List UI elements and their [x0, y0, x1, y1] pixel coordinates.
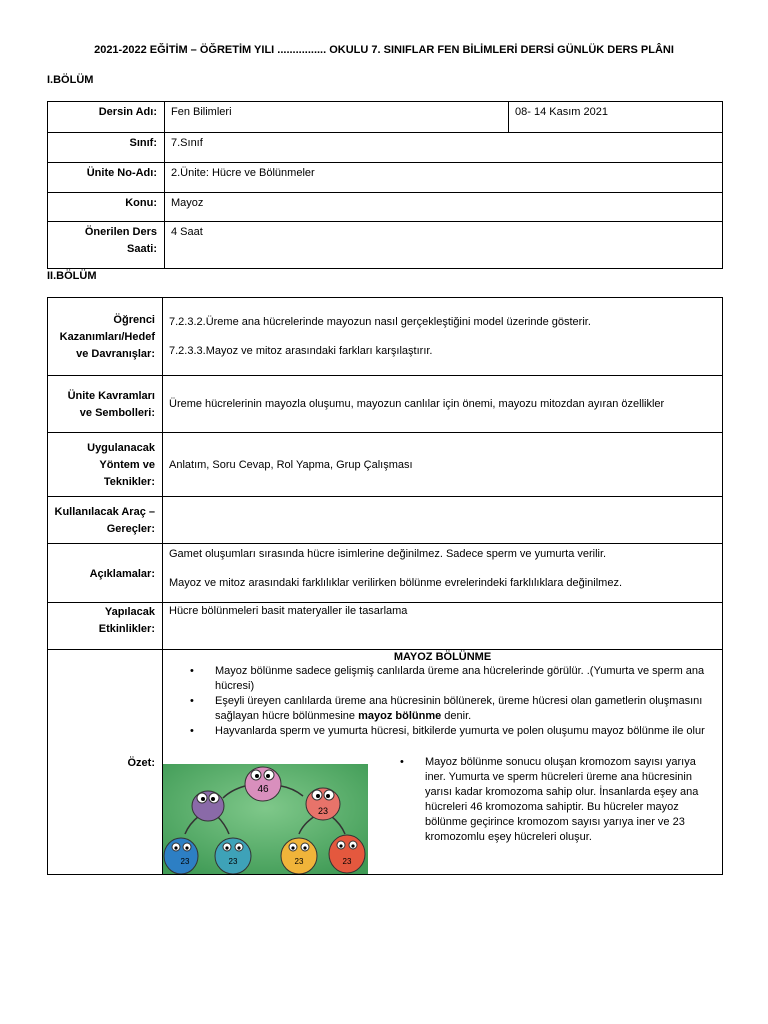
notes-label: Açıklamalar:: [48, 544, 163, 603]
section-2-heading: II.BÖLÜM: [47, 270, 97, 282]
duration-label: Önerilen Ders Saati:: [48, 222, 165, 269]
gamete-cell-icon: [281, 838, 317, 874]
summary-bullet-1: • Mayoz bölünme sadece gelişmiş canlılarda üreme ana hücrelerinde görülür. .(Yumurta ve sperm ana hücresi): [215, 664, 710, 694]
info-table: [47, 101, 723, 269]
cell-chromosome-count: 23: [317, 806, 329, 816]
activities-label: Yapılacak Etkinlikler:: [48, 603, 163, 650]
meiosis-illustration: [163, 764, 368, 874]
topic-label: Konu:: [48, 193, 165, 222]
cell-chromosome-count: 23: [294, 857, 304, 866]
objectives-label: Öğrenci Kazanımları/Hedef ve Davranışlar:: [48, 298, 163, 376]
course-name-label: Dersin Adı:: [48, 102, 165, 133]
document-title: 2021-2022 EĞİTİM – ÖĞRETİM YILI ................ OKULU 7. SINIFLAR FEN BİLİMLERİ DERSİ GÜNLÜK DERS PLÂNI: [94, 44, 674, 56]
objective-2: 7.2.3.3.Mayoz ve mitoz arasındaki farkları karşılaştırır.: [169, 345, 433, 357]
duration-value: 4 Saat: [165, 222, 723, 269]
daughter-cell-icon: [192, 791, 224, 821]
class-label: Sınıf:: [48, 133, 165, 163]
activities-value: Hücre bölünmeleri basit materyaller ile tasarlama: [163, 603, 723, 650]
class-value: 7.Sınıf: [165, 133, 723, 163]
objectives-value: [163, 298, 723, 376]
section-1-heading: I.BÖLÜM: [47, 74, 94, 86]
cell-chromosome-count: 23: [228, 857, 238, 866]
note-1: Gamet oluşumları sırasında hücre isimlerine değinilmez. Sadece sperm ve yumurta verilir.: [169, 548, 607, 560]
gamete-cell-icon: [329, 835, 365, 873]
materials-value: [163, 497, 723, 544]
summary-label: Özet:: [48, 650, 163, 875]
note-2: Mayoz ve mitoz arasındaki farklılıklar verilirken bölünme evrelerindeki farklılıklara değinilmez.: [169, 577, 623, 589]
methods-value: Anlatım, Soru Cevap, Rol Yapma, Grup Çalışması: [163, 433, 723, 497]
parent-chromosome-count: 46: [257, 784, 269, 795]
unit-label: Ünite No-Adı:: [48, 163, 165, 193]
date-value: 08- 14 Kasım 2021: [509, 102, 723, 133]
topic-value: Mayoz: [165, 193, 723, 222]
gamete-cell-icon: [164, 838, 198, 874]
materials-label: Kullanılacak Araç – Gereçler:: [48, 497, 163, 544]
daughter-cell-icon: [306, 788, 340, 820]
meiosis-term: mayoz bölünme: [358, 710, 442, 722]
cell-chromosome-count: 23: [180, 857, 190, 866]
notes-value: [163, 544, 723, 603]
course-name-value: Fen Bilimleri: [165, 102, 509, 133]
summary-cell: [163, 650, 723, 875]
summary-bullet-2: • Eşeyli üreyen canlılarda üreme ana hücresinin bölünerek, üreme hücresi olan gametlerin oluşmasını sağlayan hücre bölünmesine mayoz bölünme denir.: [215, 694, 710, 724]
summary-bullet-4: • Mayoz bölünme sonucu oluşan kromozom sayısı yarıya iner. Yumurta ve sperm hücreleri üreme ana hücresinin yarısı kadar kromozoma sahip olur. İnsanlarda eşey ana hücreleri 46 kromozoma sahiptir. Bu hücreler mayoz bölünme geçirince kromozom sayısı yarıya iner ve 23 kromozomlu eşey hücreleri oluşur.: [425, 755, 715, 845]
gamete-cell-icon: [215, 838, 251, 874]
summary-title: MAYOZ BÖLÜNME: [393, 651, 492, 663]
summary-bullet-3: • Hayvanlarda sperm ve yumurta hücresi, bitkilerde yumurta ve polen oluşumu mayoz bölünme ile olur: [215, 724, 710, 739]
objective-1: 7.2.3.2.Üreme ana hücrelerinde mayozun nasıl gerçekleştiğini model üzerinde gösterir.: [169, 316, 591, 328]
summary-list: [163, 664, 710, 739]
cell-chromosome-count: 23: [342, 857, 352, 866]
parent-cell-icon: [245, 767, 281, 801]
concepts-value: Üreme hücrelerinin mayozla oluşumu, mayozun canlılar için önemi, mayozu mitozdan ayıran özellikler: [163, 376, 723, 433]
meiosis-cells-image: [163, 764, 368, 874]
plan-table: [47, 297, 723, 875]
concepts-label: Ünite Kavramları ve Sembolleri:: [48, 376, 163, 433]
unit-value: 2.Ünite: Hücre ve Bölünmeler: [165, 163, 723, 193]
summary-list-2: [371, 755, 715, 845]
methods-label: Uygulanacak Yöntem ve Teknikler:: [48, 433, 163, 497]
